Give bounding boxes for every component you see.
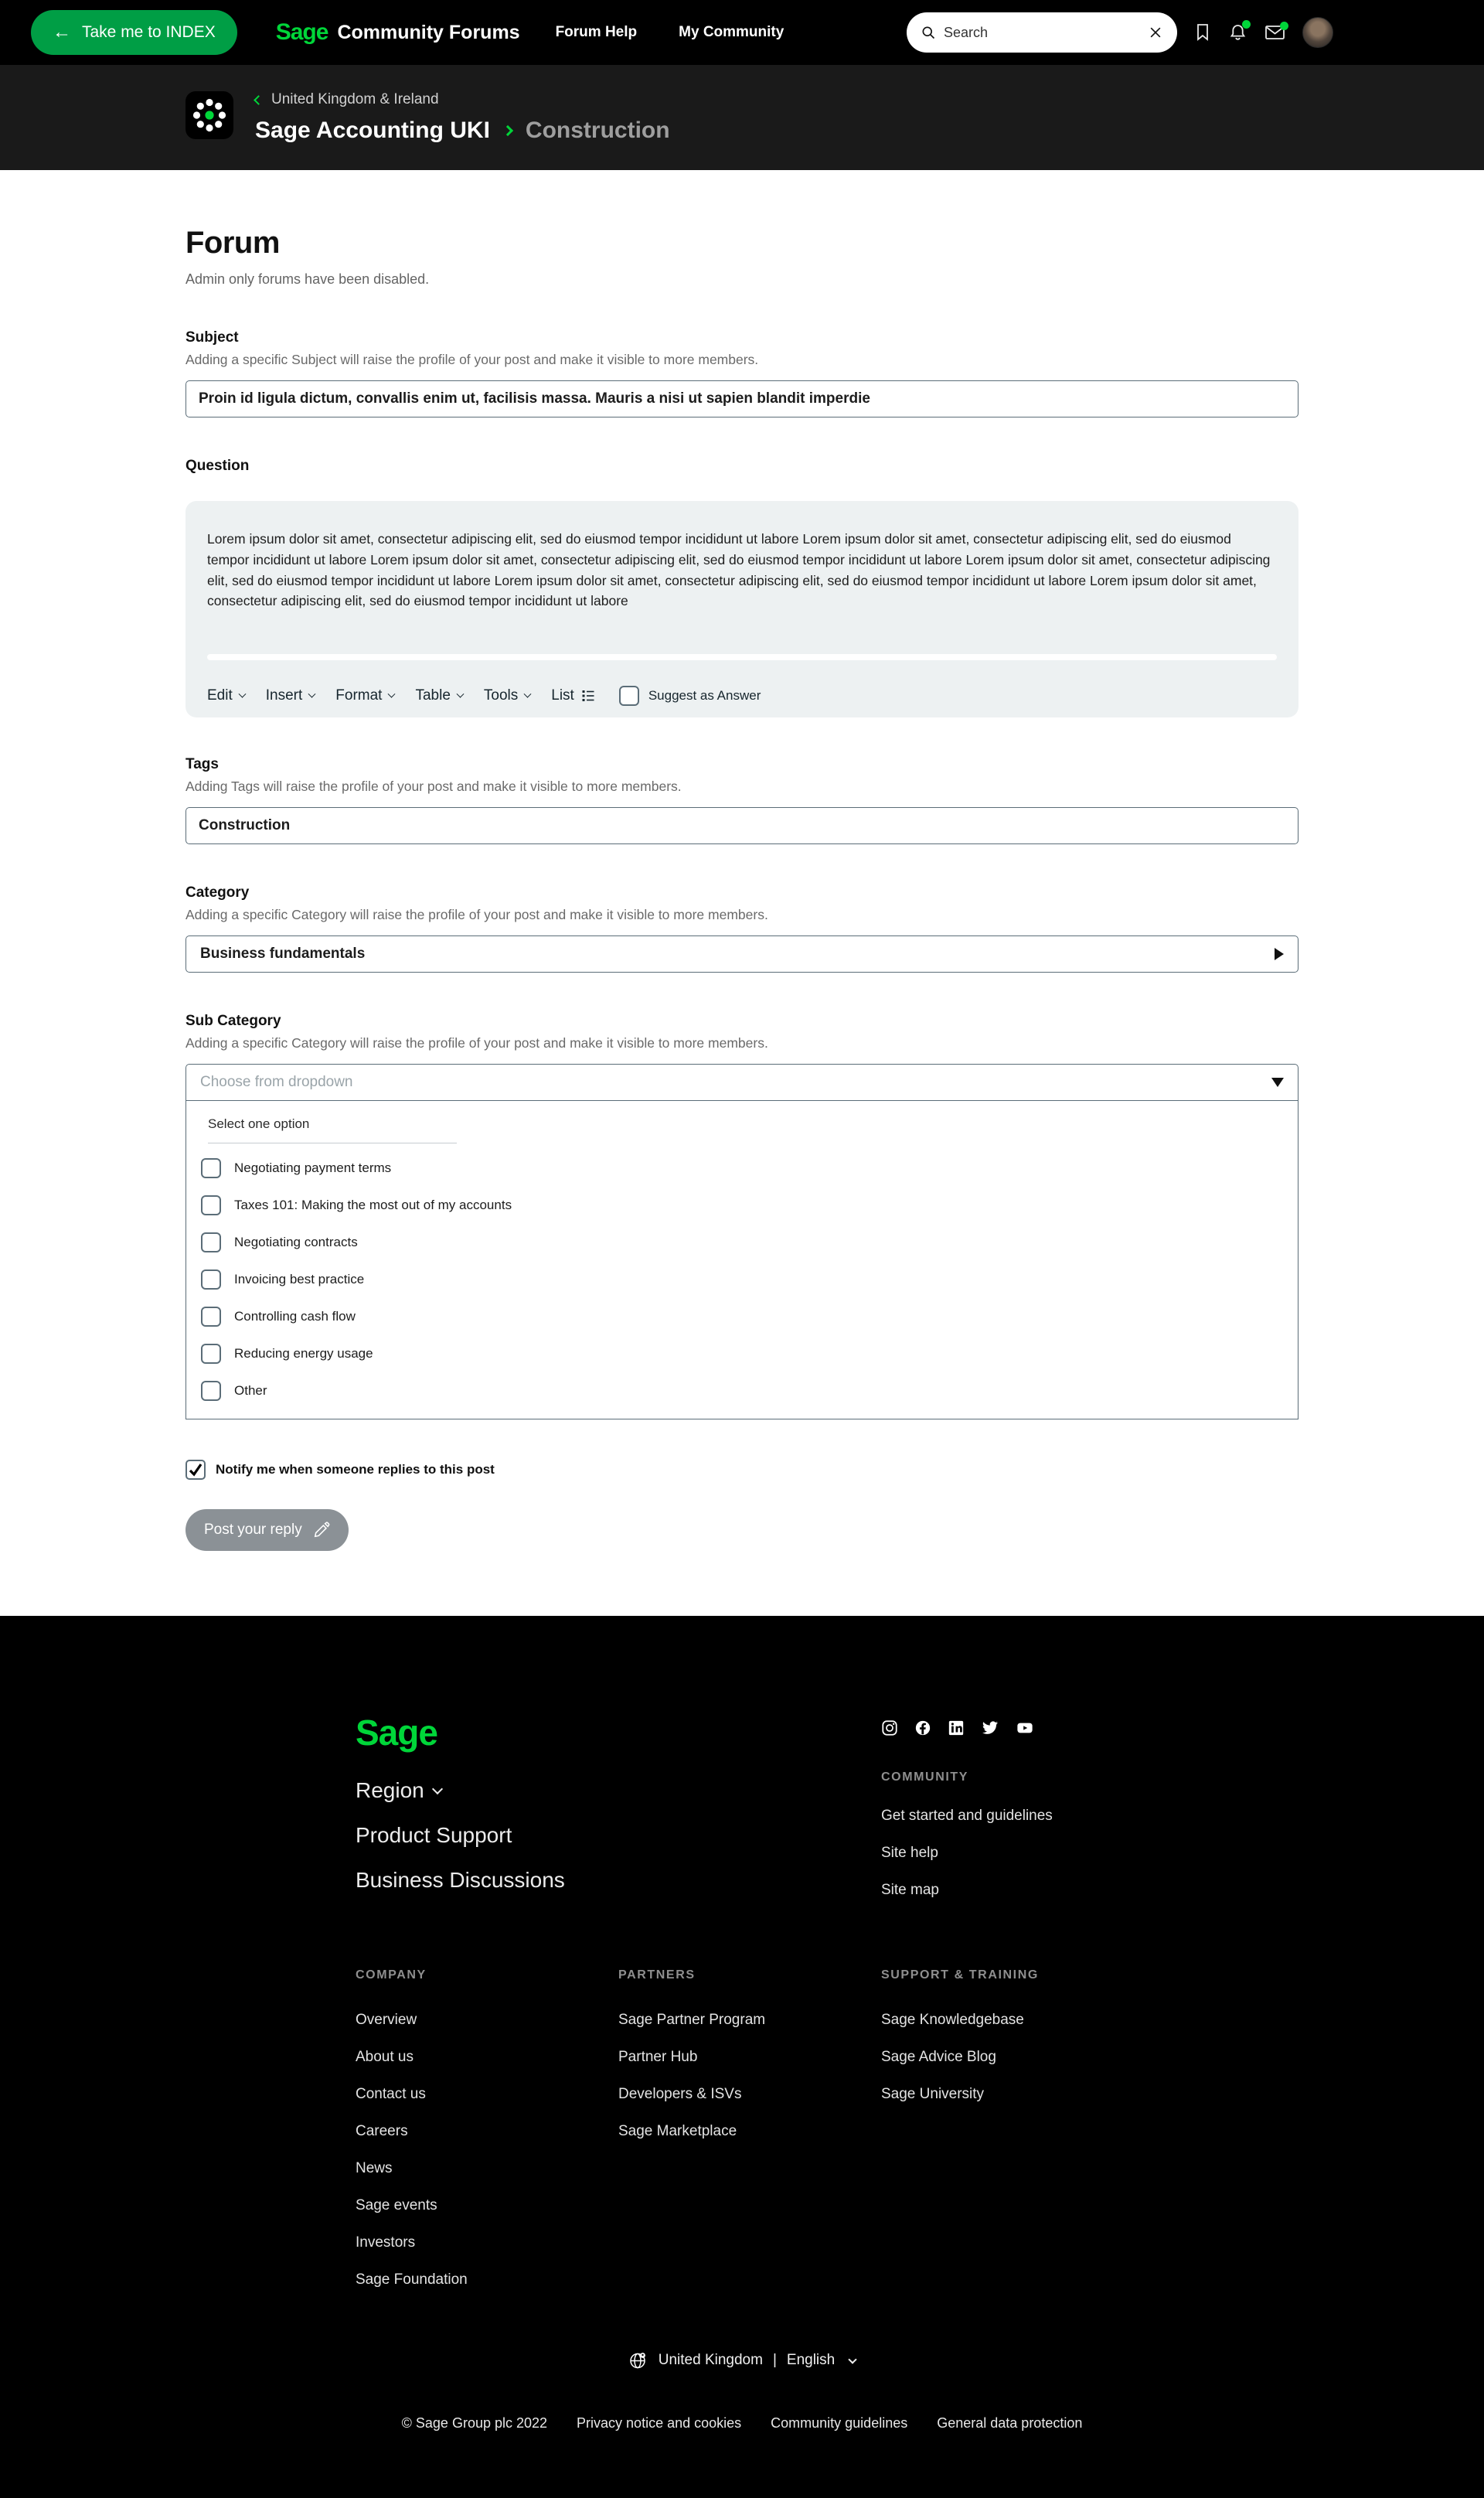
footer-column-company: COMPANY Overview About us Contact us Careers News Sage events Investors Sage Foundation — [356, 1968, 618, 2309]
footer-link[interactable]: Sage Partner Program — [618, 2012, 766, 2028]
locale-region: United Kingdom — [658, 2352, 763, 2368]
editor-toolbar — [207, 674, 1277, 717]
locale-selector[interactable] — [356, 2350, 1128, 2370]
subcategory-placeholder: Choose from dropdown — [200, 1074, 353, 1090]
footer-link[interactable]: Developers & ISVs — [618, 2086, 742, 2102]
pencil-icon — [313, 1522, 330, 1539]
legal-links — [356, 2415, 1128, 2432]
subject-label: Subject — [186, 329, 239, 346]
option-checkbox[interactable] — [201, 1307, 221, 1327]
search-icon — [921, 25, 936, 40]
footer-nav-region[interactable]: Region — [356, 1778, 881, 1803]
subject-input[interactable] — [186, 380, 1298, 417]
category-value: Business fundamentals — [200, 946, 366, 962]
menu-table[interactable]: Table — [415, 687, 462, 704]
messages-mail-icon[interactable] — [1264, 24, 1285, 41]
footer-link[interactable]: Sage University — [881, 2086, 985, 2102]
subcategory-option[interactable]: Negotiating contracts — [186, 1224, 1298, 1261]
top-nav-links — [556, 24, 785, 41]
search-input[interactable] — [944, 25, 1140, 41]
editor-divider — [207, 654, 1277, 660]
subcategory-option[interactable]: Invoicing best practice — [186, 1261, 1298, 1298]
menu-list[interactable]: List — [551, 687, 595, 704]
social-icons — [881, 1719, 1128, 1736]
legal-link-guidelines[interactable]: Community guidelines — [771, 2415, 908, 2431]
breadcrumb[interactable] — [255, 91, 670, 108]
youtube-icon[interactable] — [1016, 1719, 1034, 1736]
chevron-down-icon — [432, 1784, 443, 1794]
option-checkbox[interactable] — [201, 1269, 221, 1290]
top-navigation — [0, 0, 1484, 65]
page-title: Forum — [186, 226, 280, 260]
footer-link[interactable]: News — [356, 2160, 393, 2176]
footer-link[interactable]: Sage Knowledgebase — [881, 2012, 1024, 2028]
site-footer — [0, 1616, 1484, 2498]
linkedin-icon[interactable] — [948, 1719, 965, 1736]
option-checkbox[interactable] — [201, 1344, 221, 1364]
category-helper: Adding a specific Category will raise the profile of your post and make it visible to more members. — [186, 907, 768, 922]
subcategory-section — [186, 1013, 1298, 1419]
subject-section — [186, 329, 1298, 417]
menu-tools[interactable]: Tools — [484, 687, 530, 704]
forum-header — [0, 65, 1484, 170]
footer-link[interactable]: Sage Advice Blog — [881, 2049, 996, 2065]
notify-label: Notify me when someone replies to this post — [216, 1462, 495, 1477]
menu-edit[interactable]: Edit — [207, 687, 245, 704]
legal-link-gdpr[interactable]: General data protection — [937, 2415, 1083, 2431]
mail-unread-dot — [1280, 22, 1288, 30]
brand[interactable] — [276, 19, 520, 46]
subcategory-dropdown-panel — [186, 1101, 1298, 1419]
footer-column-partners: PARTNERS Sage Partner Program Partner Hub Developers & ISVs Sage Marketplace — [618, 1968, 881, 2309]
notify-checkbox[interactable] — [186, 1460, 206, 1480]
footer-column-support-training: SUPPORT & TRAINING Sage Knowledgebase Sage Advice Blog Sage University — [881, 1968, 1128, 2309]
brand-title: Community Forums — [337, 21, 520, 43]
locale-separator: | — [772, 2352, 777, 2368]
legal-link-privacy[interactable]: Privacy notice and cookies — [577, 2415, 742, 2431]
dropdown-panel-title: Select one option — [208, 1116, 310, 1131]
copyright: © Sage Group plc 2022 — [401, 2415, 548, 2431]
tags-input[interactable] — [186, 807, 1298, 844]
question-text[interactable]: Lorem ipsum dolor sit amet, consectetur adipiscing elit, sed do eiusmod tempor incididunt ut labore Lorem ipsum dolor sit amet, consectetur adipiscing elit, sed do eiusmod tempor incididunt ut labore Lorem ipsum dolor sit amet, consectetur adipiscing elit, sed do eiusmod tempor incididunt ut labore Lorem ipsum dolor sit amet, consectetur adipiscing elit, sed do eiusmod tempor incididunt ut labore Lorem ipsum dolor sit amet, consectetur adipiscing elit, sed do eiusmod tempor incididunt ut labore Lorem ipsum dolor sit amet, consectetur adipiscing elit, sed do eiusmod tempor incididunt ut labore — [207, 531, 1271, 609]
suggest-as-answer — [619, 686, 761, 706]
subcategory-option[interactable]: Controlling cash flow — [186, 1298, 1298, 1335]
chevron-left-icon — [254, 95, 264, 105]
bookmark-icon[interactable] — [1194, 23, 1211, 42]
instagram-icon[interactable] — [881, 1719, 898, 1736]
question-editor[interactable] — [186, 501, 1298, 717]
footer-nav-business-discussions[interactable]: Business Discussions — [356, 1868, 565, 1892]
chevron-down-icon — [456, 690, 464, 697]
post-reply-label: Post your reply — [204, 1522, 302, 1538]
search-clear-icon[interactable] — [1148, 25, 1163, 40]
community-group-icon[interactable] — [186, 91, 233, 144]
sage-logo: Sage — [275, 19, 328, 45]
locale-language: English — [786, 2352, 836, 2368]
category-label: Category — [186, 884, 250, 901]
footer-nav-product-support[interactable]: Product Support — [356, 1823, 512, 1847]
bell-unread-dot — [1242, 20, 1251, 29]
chevron-down-icon — [849, 2355, 857, 2363]
sage-footer-logo[interactable]: Sage — [356, 1712, 437, 1753]
category-section — [186, 884, 1298, 973]
community-header: COMMUNITY — [881, 1770, 969, 1784]
option-checkbox[interactable] — [201, 1381, 221, 1401]
footer-link[interactable]: Sage Marketplace — [618, 2123, 737, 2139]
footer-link[interactable]: Contact us — [356, 2086, 426, 2102]
community-link[interactable]: Site map — [881, 1882, 939, 1898]
subcategory-option[interactable]: Reducing energy usage — [186, 1335, 1298, 1372]
footer-link[interactable]: Investors — [356, 2234, 416, 2251]
footer-link[interactable]: Careers — [356, 2123, 408, 2139]
post-reply-button[interactable] — [186, 1509, 349, 1551]
footer-link[interactable]: About us — [356, 2049, 414, 2065]
suggest-as-answer-label: Suggest as Answer — [648, 688, 761, 703]
subcategory-option[interactable]: Other — [186, 1372, 1298, 1409]
chevron-down-icon — [388, 690, 396, 697]
notifications-bell-icon[interactable] — [1228, 22, 1247, 43]
subcategory-label: Sub Category — [186, 1013, 281, 1029]
chevron-down-icon — [524, 690, 532, 697]
top-right-cluster — [907, 12, 1333, 53]
search-bar[interactable] — [907, 12, 1177, 53]
list-icon — [581, 689, 595, 703]
twitter-icon[interactable] — [981, 1719, 999, 1736]
chevron-down-icon — [308, 690, 316, 697]
option-checkbox[interactable] — [201, 1195, 221, 1215]
tags-label: Tags — [186, 756, 219, 772]
facebook-icon[interactable] — [914, 1719, 931, 1736]
suggest-as-answer-checkbox[interactable] — [619, 686, 639, 706]
community-link[interactable]: Site help — [881, 1845, 938, 1861]
nav-my-community[interactable]: My Community — [679, 24, 785, 40]
footer-link[interactable]: Sage events — [356, 2197, 437, 2213]
subcategory-select[interactable] — [186, 1064, 1298, 1101]
menu-format[interactable]: Format — [335, 687, 394, 704]
triangle-down-icon — [1271, 1078, 1284, 1087]
tags-helper: Adding Tags will raise the profile of your post and make it visible to more members. — [186, 779, 682, 794]
index-button-label: Take me to INDEX — [82, 23, 216, 41]
forum-section-name: Construction — [525, 118, 670, 143]
footer-link[interactable]: Overview — [356, 2012, 417, 2028]
subject-helper: Adding a specific Subject will raise the profile of your post and make it visible to more members. — [186, 352, 759, 367]
globe-icon — [628, 2350, 648, 2370]
subcategory-option[interactable]: Negotiating payment terms — [186, 1150, 1298, 1187]
admin-notice: Admin only forums have been disabled. — [186, 271, 430, 287]
chevron-right-icon — [502, 125, 513, 136]
chevron-down-icon — [238, 690, 246, 697]
footer-link[interactable]: Partner Hub — [618, 2049, 698, 2065]
nav-forum-help[interactable]: Forum Help — [555, 24, 638, 40]
question-section — [186, 458, 1298, 717]
option-checkbox[interactable] — [201, 1158, 221, 1178]
avatar[interactable] — [1302, 17, 1333, 48]
take-me-to-index-button[interactable] — [31, 10, 237, 55]
subcategory-option[interactable]: Taxes 101: Making the most out of my accounts — [186, 1187, 1298, 1224]
notify-row — [186, 1460, 1298, 1480]
subcategory-helper: Adding a specific Category will raise the profile of your post and make it visible to more members. — [186, 1035, 768, 1051]
forum-title[interactable]: Sage Accounting UKI — [255, 118, 490, 143]
main-content — [0, 170, 1484, 1616]
option-checkbox[interactable] — [201, 1232, 221, 1252]
footer-link[interactable]: Sage Foundation — [356, 2271, 468, 2288]
arrow-left-icon: ← — [53, 22, 71, 43]
breadcrumb-label: United Kingdom & Ireland — [271, 91, 439, 107]
community-link[interactable]: Get started and guidelines — [881, 1808, 1053, 1824]
triangle-right-icon — [1275, 948, 1284, 960]
category-select[interactable] — [186, 935, 1298, 973]
menu-insert[interactable]: Insert — [266, 687, 315, 704]
tags-section — [186, 756, 1298, 844]
question-label: Question — [186, 458, 250, 474]
